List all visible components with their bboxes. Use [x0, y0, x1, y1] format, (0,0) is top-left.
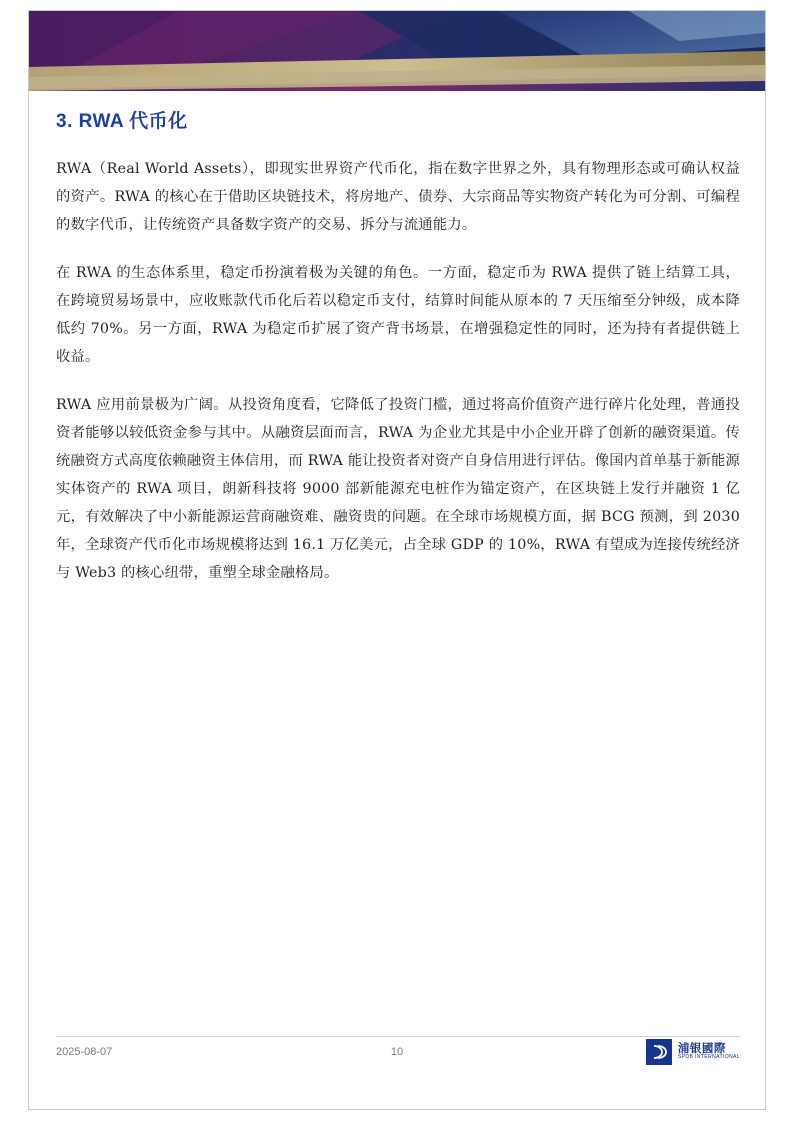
paragraph: RWA（Real World Assets），即现实世界资产代币化，指在数字世界之外，具有物理形态或可确认权益的资产。RWA 的核心在于借助区块链技术，将房地产、债券、大宗商品等实物资产转化为可分割、可编程的数字代币，让传统资产具备数字资产的交易、拆分与流通能力。 — [56, 161, 740, 233]
spdb-logo-icon — [646, 1039, 672, 1065]
paragraph: RWA 应用前景极为广阔。从投资角度看，它降低了投资门槛，通过将高价值资产进行碎片化处理，普通投资者能够以较低资金参与其中。从融资层面而言，RWA 为企业尤其是中小企业开辟了创新的融资渠道。传统融资方式高度依赖融资主体信用，而 RWA 能让投资者对资产自身信用进行评估。像国内首单基于新能源实体资产的 RWA 项目，朗新科技将 9000 部新能源充电桩作为锚定资产，在区块链上发行并融资 1 亿元，有效解决了中小新能源运营商融资难、融资贵的问题。在全球市场规模方面，据 BCG 预测，到 2030 年，全球资产代币化市场规模将达到 16.1 万亿美元，占全球 GDP 的 10%，RWA 有望成为连接传统经济与 Web3 的核心纽带，重塑全球金融格局。 — [56, 397, 740, 581]
footer-page-number: 10 — [390, 1046, 404, 1058]
decorative-header-banner — [29, 11, 765, 91]
document-body — [56, 106, 740, 587]
footer-logo-en: SPDB INTERNATIONAL — [677, 1054, 740, 1061]
paragraph: 在 RWA 的生态体系里，稳定币扮演着极为关键的角色。一方面，稳定币为 RWA 提供了链上结算工具，在跨境贸易场景中，应收账款代币化后若以稳定币支付，结算时间能从原本的 7 天压缩至分钟级，成本降低约 70%。另一方面，RWA 为稳定币扩展了资产背书场景，在增强稳定性的同时，还为持有者提供链上收益。 — [56, 265, 740, 365]
section-title: 3. RWA 代币化 — [56, 111, 188, 132]
footer-logo-text — [678, 1043, 740, 1061]
footer-date: 2025-08-07 — [56, 1046, 113, 1058]
footer-logo-cn: 浦银國際 — [677, 1043, 726, 1056]
footer-logo — [646, 1039, 740, 1065]
footer-divider — [56, 1036, 740, 1037]
